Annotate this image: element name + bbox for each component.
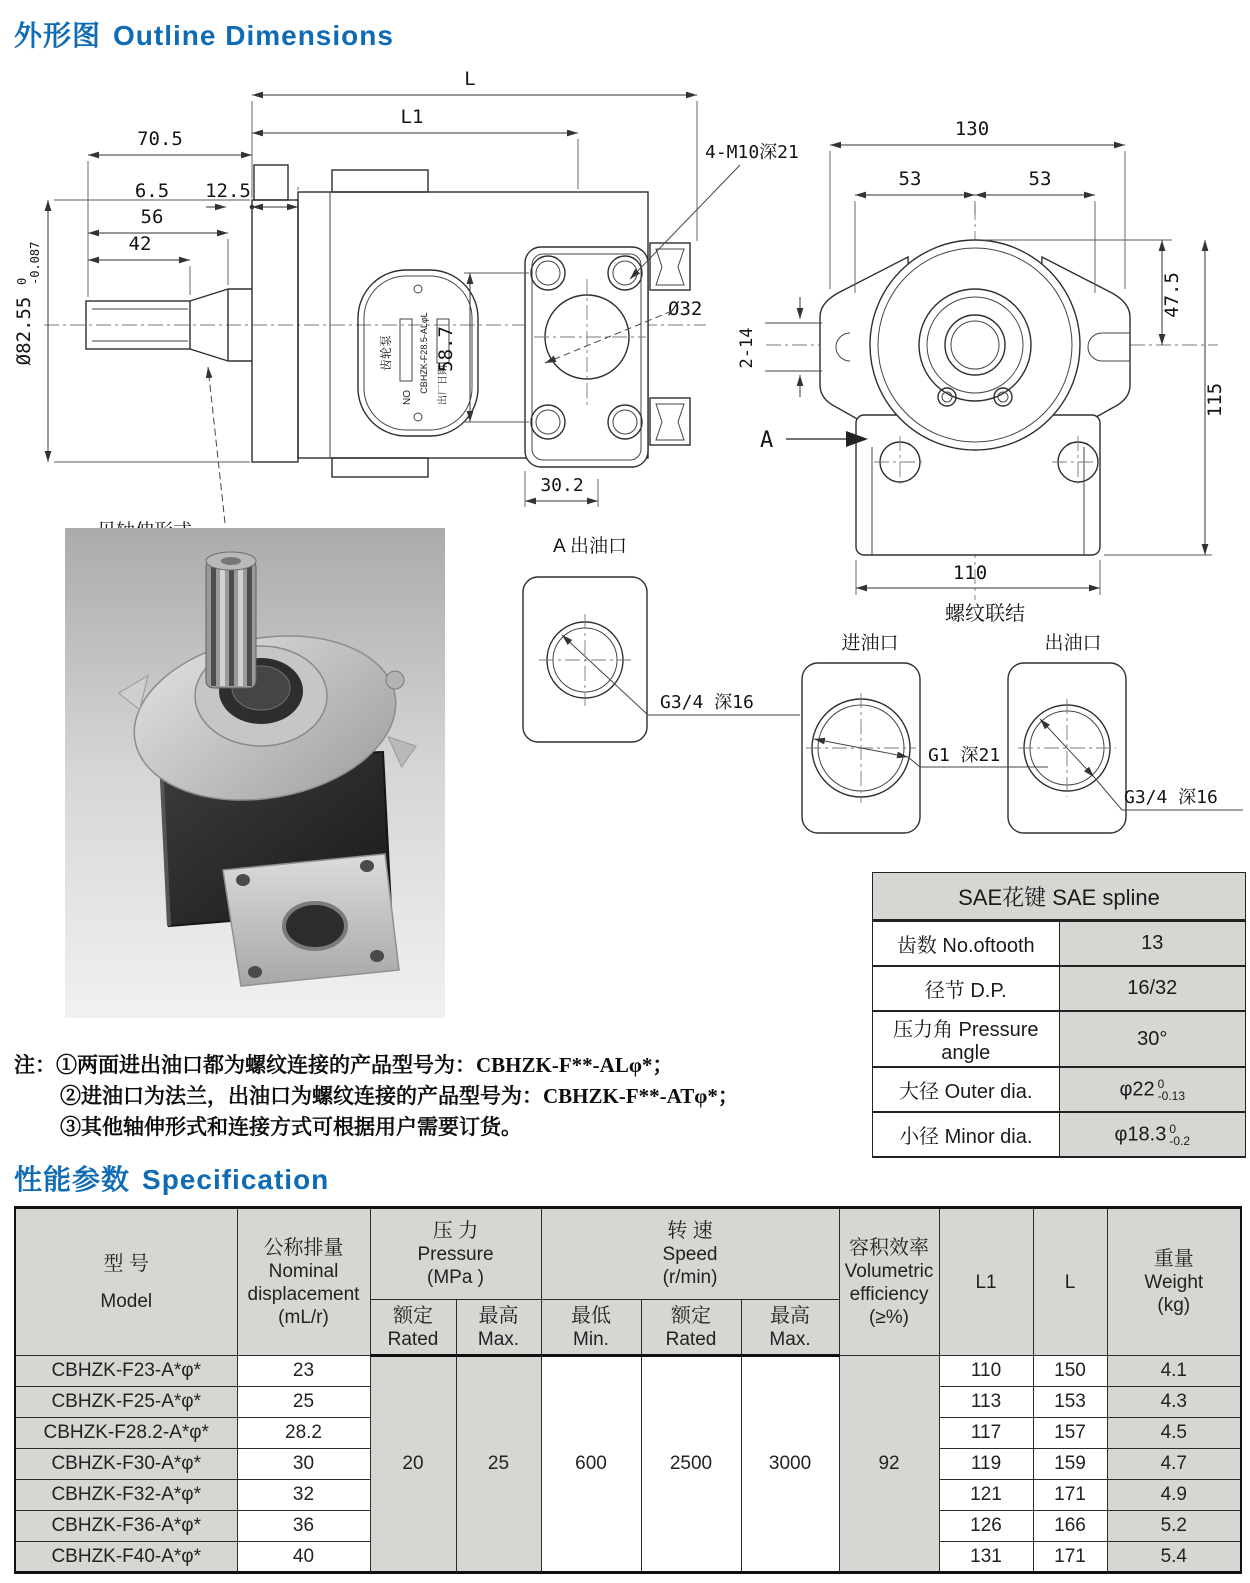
dim-42-label: 42	[128, 233, 152, 255]
dim-53-right-label: 53	[1028, 168, 1052, 190]
cell-speed-min: 600	[541, 1356, 641, 1573]
col-header-l1: L1	[939, 1208, 1033, 1356]
dim-l-label: L	[464, 68, 476, 90]
dim-58-7-label: 58.7	[435, 326, 457, 372]
dim-70-5-label: 70.5	[137, 128, 183, 150]
shaft-dia-tol-bottom: -0.087	[28, 241, 42, 285]
port-a-view	[523, 535, 800, 742]
sae-value-minor-dia	[1059, 1112, 1246, 1157]
cell-l: 171	[1033, 1480, 1107, 1511]
subheader-pressure-rated: 额定 Rated	[370, 1300, 456, 1356]
cell-model: CBHZK-F32-A*φ*	[15, 1480, 237, 1511]
col-header-speed: 转 速 Speed (r/min)	[541, 1208, 839, 1300]
thread-section-title: 螺纹联结	[945, 603, 1025, 625]
sae-minor-dia-value: φ18.3	[1114, 1122, 1167, 1145]
title-zh: 性能参数	[14, 1164, 131, 1195]
front-view	[737, 118, 1226, 600]
col-header-pressure: 压 力 Pressure (MPa )	[370, 1208, 541, 1300]
cell-weight: 5.2	[1107, 1511, 1241, 1542]
note-line-1: 注：①两面进出油口都为螺纹连接的产品型号为：CBHZK-F**-ALφ*；	[14, 1053, 674, 1077]
col-header-weight: 重量 Weight (kg)	[1107, 1208, 1241, 1356]
cell-weight: 4.5	[1107, 1418, 1241, 1449]
col-header-model: 型 号 Model	[15, 1208, 237, 1356]
cell-displacement: 23	[237, 1356, 370, 1387]
specification-table	[14, 1206, 1242, 1574]
sae-value-outer-dia	[1059, 1067, 1246, 1112]
sae-label-pressure-angle: 压力角 Pressure angle	[873, 1011, 1060, 1067]
cell-l1: 121	[939, 1480, 1033, 1511]
cell-l: 166	[1033, 1511, 1107, 1542]
title-zh: 外形图	[14, 20, 102, 51]
note-prefix: 注：	[14, 1053, 56, 1077]
inlet-label: 进油口	[841, 633, 899, 654]
nameplate-line2: NO	[402, 390, 413, 405]
cell-l1: 131	[939, 1542, 1033, 1573]
note-line-3: ③其他轴伸形式和连接方式可根据用户需要订货。	[60, 1115, 522, 1139]
table-row	[873, 1011, 1246, 1067]
nameplate-line3: CBHZK-F28.5-ALφL	[419, 312, 429, 394]
title-en: Specification	[142, 1164, 330, 1195]
shaft-dia-label	[13, 242, 42, 366]
cell-l1: 119	[939, 1449, 1033, 1480]
cell-displacement: 30	[237, 1449, 370, 1480]
cell-l1: 110	[939, 1356, 1033, 1387]
cell-model: CBHZK-F23-A*φ*	[15, 1356, 237, 1387]
cell-speed-rated: 2500	[641, 1356, 741, 1573]
dim-30-2-label: 30.2	[540, 475, 584, 496]
outlet-thread-label: G3/4 深16	[1124, 787, 1218, 808]
dim-130-label: 130	[954, 118, 990, 140]
cell-l: 157	[1033, 1418, 1107, 1449]
sae-value-dp: 16/32	[1059, 966, 1246, 1011]
section-a-label: A	[760, 428, 774, 453]
dia-32-label: Ø32	[668, 298, 703, 320]
cell-l: 153	[1033, 1387, 1107, 1418]
note-line-2: ②进油口为法兰，出油口为螺纹连接的产品型号为：CBHZK-F**-ATφ*；	[60, 1084, 739, 1108]
nameplate-line1: 齿轮泵	[379, 334, 393, 372]
dim-110-label: 110	[952, 562, 988, 584]
dim-2-14-label: 2-14	[737, 327, 757, 369]
outline-dimensions-title	[14, 14, 394, 54]
sae-label-tooth: 齿数 No.oftooth	[873, 921, 1060, 967]
cell-displacement: 28.2	[237, 1418, 370, 1449]
cell-model: CBHZK-F28.2-A*φ*	[15, 1418, 237, 1449]
cell-l: 150	[1033, 1356, 1107, 1387]
dim-53-left-label: 53	[898, 168, 922, 190]
cell-displacement: 36	[237, 1511, 370, 1542]
dim-56-label: 56	[140, 206, 164, 228]
sae-label-minor-dia: 小径 Minor dia.	[873, 1112, 1060, 1157]
table-row	[15, 1356, 1241, 1387]
specification-title	[14, 1158, 329, 1198]
subheader-speed-max: 最高 Max.	[741, 1300, 839, 1356]
col-header-volumetric-efficiency: 容积效率 Volumetric efficiency (≥%)	[839, 1208, 939, 1356]
cell-speed-max: 3000	[741, 1356, 839, 1573]
cell-pressure-max: 25	[456, 1356, 541, 1573]
col-header-displacement: 公称排量 Nominal displacement (mL/r)	[237, 1208, 370, 1356]
port-a-thread-label: G3/4 深16	[660, 692, 754, 713]
splined-shaft	[206, 552, 256, 688]
col-header-l: L	[1033, 1208, 1107, 1356]
cell-displacement: 25	[237, 1387, 370, 1418]
sae-spline-table	[872, 872, 1246, 1158]
sae-value-pressure-angle: 30°	[1059, 1011, 1246, 1067]
outlet-label: 出油口	[1044, 633, 1102, 654]
subheader-pressure-max: 最高 Max.	[456, 1300, 541, 1356]
cell-weight: 4.9	[1107, 1480, 1241, 1511]
subheader-speed-min: 最低 Min.	[541, 1300, 641, 1356]
sae-value-tooth: 13	[1059, 921, 1246, 967]
cell-l1: 113	[939, 1387, 1033, 1418]
dim-6-5-label: 6.5	[134, 180, 170, 202]
cell-weight: 4.7	[1107, 1449, 1241, 1480]
bolt-callout-label: 4-M10深21	[705, 142, 799, 163]
sae-label-outer-dia: 大径 Outer dia.	[873, 1067, 1060, 1112]
nameplate-line4: 出厂日期	[438, 365, 449, 405]
dim-115-label: 115	[1204, 382, 1226, 418]
subheader-speed-rated: 额定 Rated	[641, 1300, 741, 1356]
tolerance-stack: 0 -0.2	[1169, 1121, 1191, 1148]
dim-47-5-label: 47.5	[1161, 272, 1183, 318]
side-view	[13, 68, 799, 567]
sae-outer-dia-value: φ22	[1119, 1077, 1155, 1100]
table-row	[873, 1067, 1246, 1112]
cell-pressure-rated: 20	[370, 1356, 456, 1573]
notes-block	[14, 1050, 914, 1143]
thread-connection-views	[802, 602, 1243, 833]
shaft-dia-tol-top: 0	[15, 277, 29, 285]
cell-l: 159	[1033, 1449, 1107, 1480]
cell-displacement: 32	[237, 1480, 370, 1511]
sae-label-dp: 径节 D.P.	[873, 966, 1060, 1011]
cell-model: CBHZK-F40-A*φ*	[15, 1542, 237, 1573]
cell-model: CBHZK-F30-A*φ*	[15, 1449, 237, 1480]
cell-weight: 4.3	[1107, 1387, 1241, 1418]
outlet-a-label: A 出油口	[553, 536, 627, 557]
cell-l: 171	[1033, 1542, 1107, 1573]
table-row	[873, 921, 1246, 967]
product-photo	[65, 528, 445, 1018]
cell-displacement: 40	[237, 1542, 370, 1573]
svg-text:Ø82.55: Ø82.55	[13, 296, 35, 366]
dim-l1-label: L1	[400, 106, 424, 128]
sae-table-title: SAE花键 SAE spline	[873, 873, 1246, 921]
cell-l1: 126	[939, 1511, 1033, 1542]
cell-volumetric-efficiency: 92	[839, 1356, 939, 1573]
cell-model: CBHZK-F36-A*φ*	[15, 1511, 237, 1542]
dim-12-5-label: 12.5	[205, 180, 251, 202]
title-en: Outline Dimensions	[113, 20, 394, 51]
cell-model: CBHZK-F25-A*φ*	[15, 1387, 237, 1418]
table-row	[873, 1112, 1246, 1157]
cell-weight: 5.4	[1107, 1542, 1241, 1573]
table-row	[873, 966, 1246, 1011]
cell-l1: 117	[939, 1418, 1033, 1449]
tolerance-stack: 0 -0.13	[1157, 1076, 1186, 1103]
inlet-thread-label: G1 深21	[928, 745, 1001, 766]
cell-weight: 4.1	[1107, 1356, 1241, 1387]
